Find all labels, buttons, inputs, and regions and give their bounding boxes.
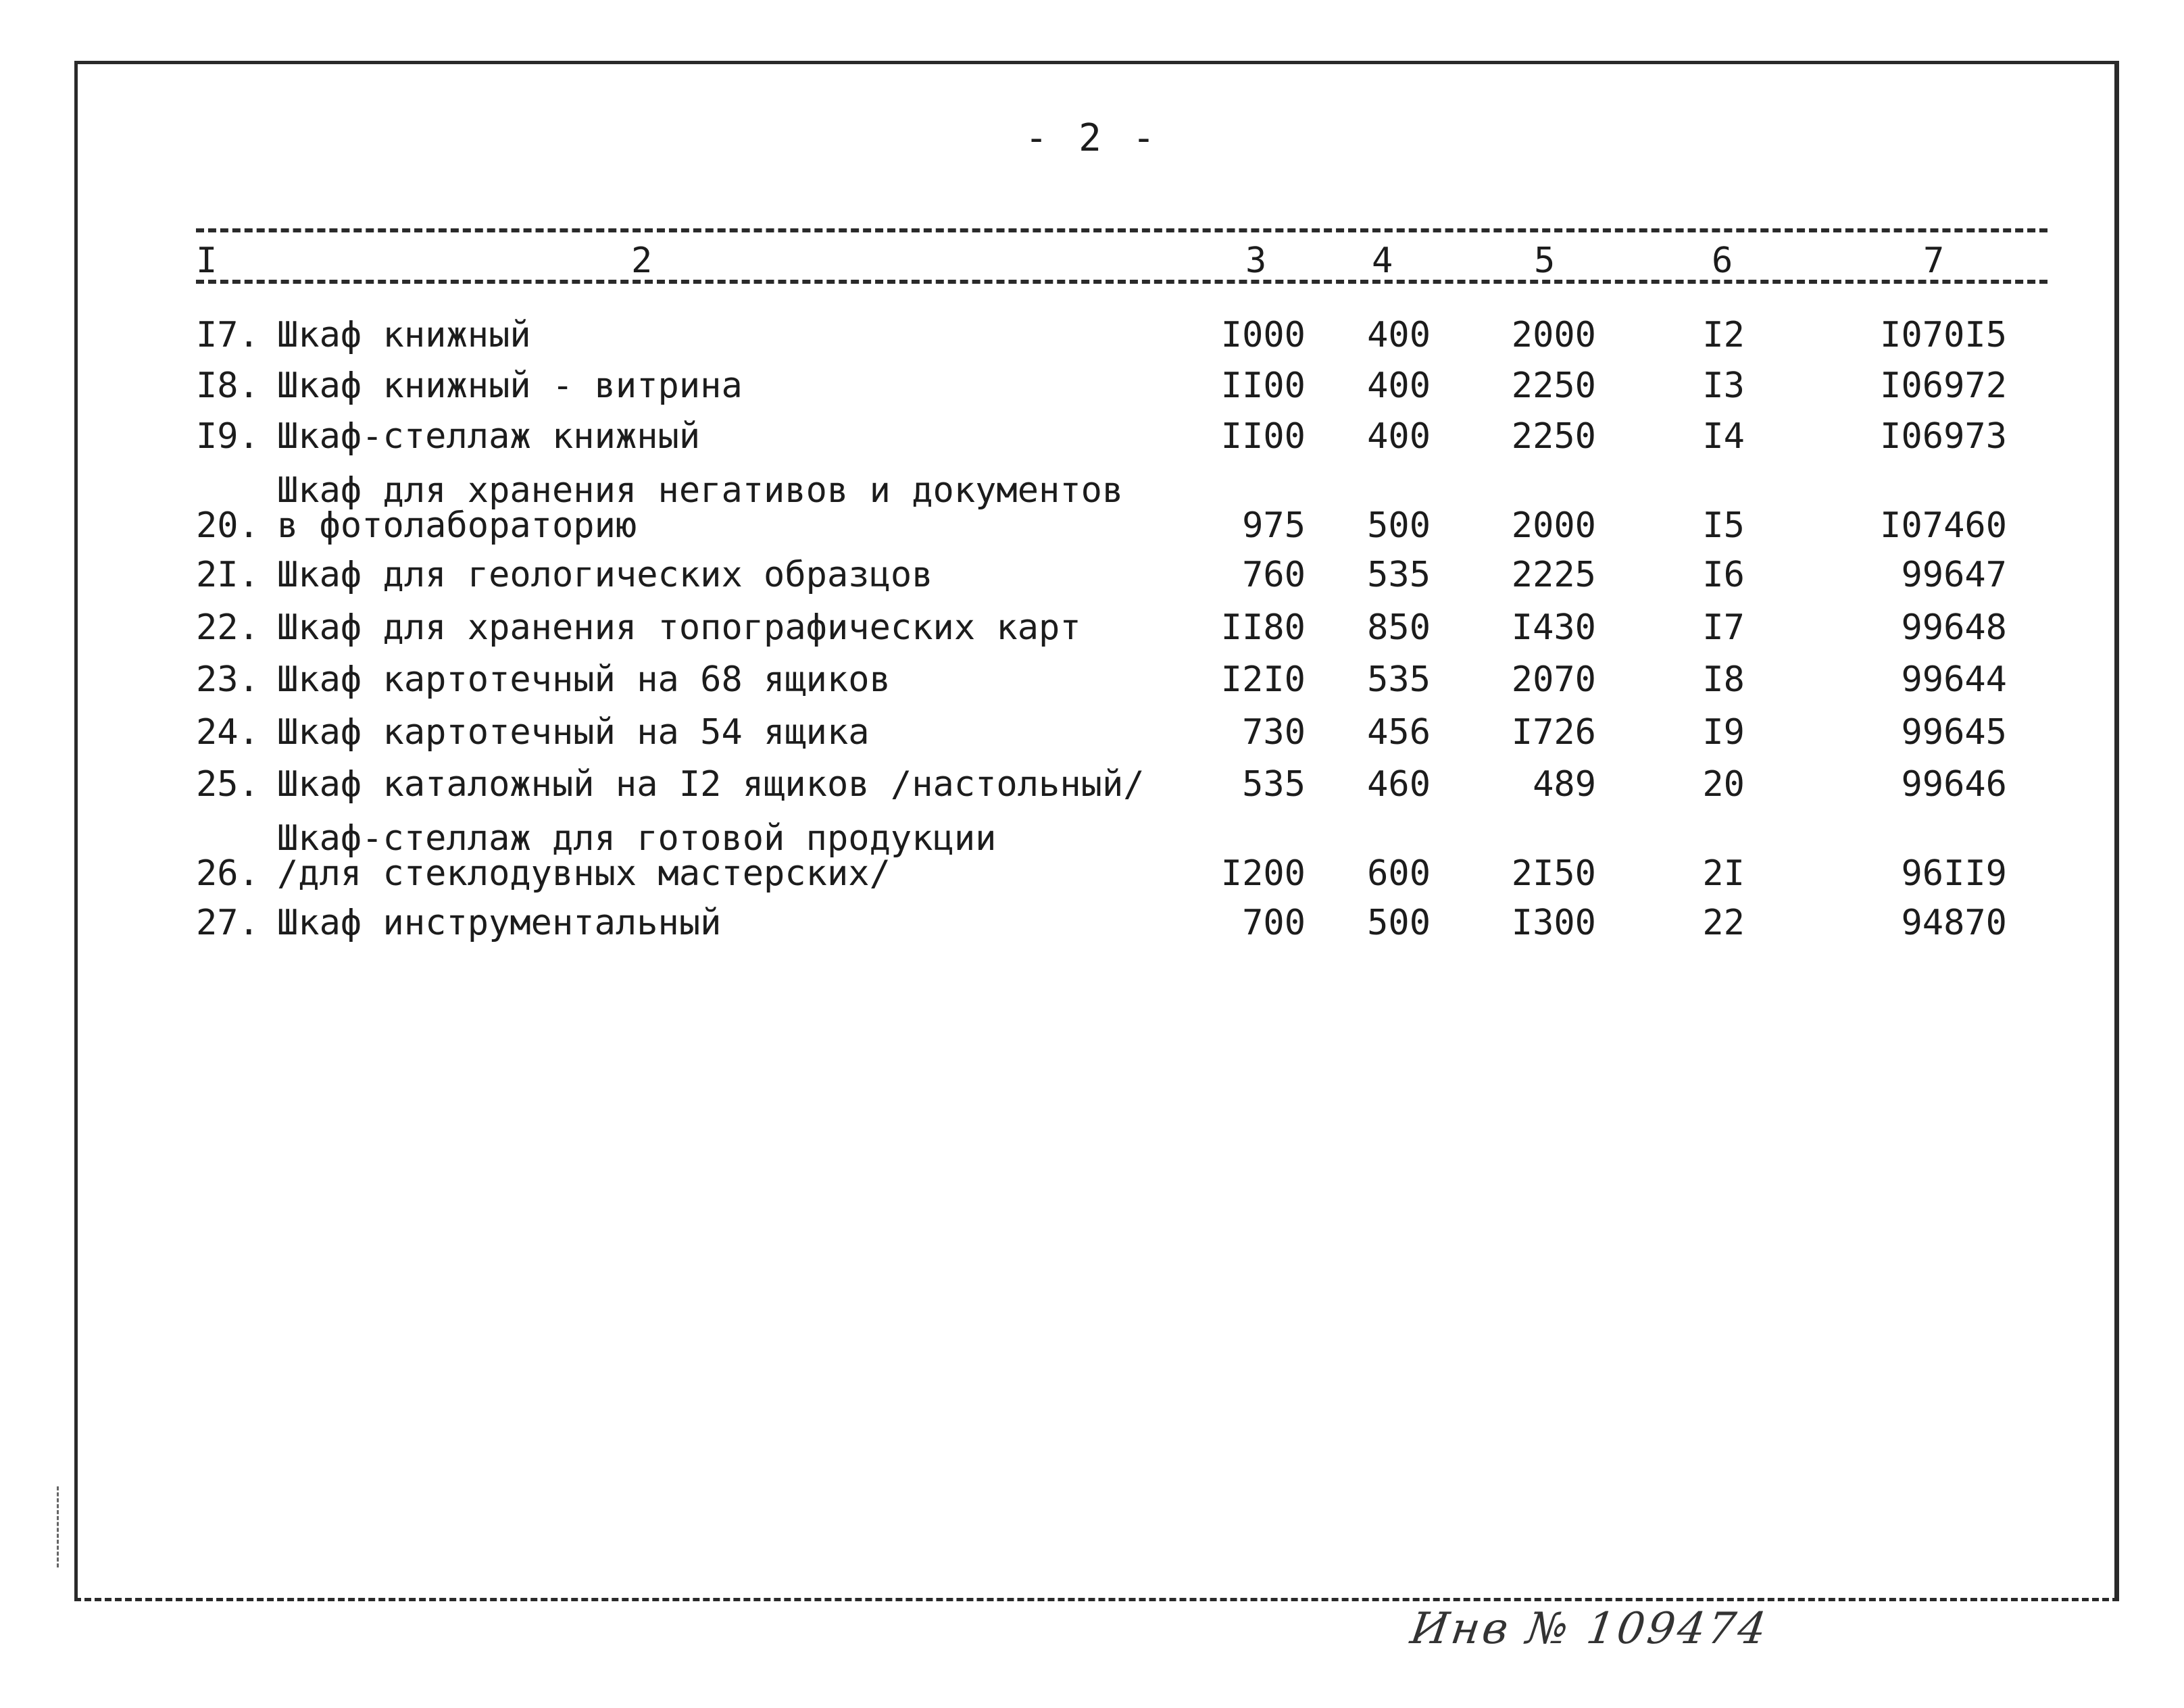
column-header-6: 6 bbox=[1712, 241, 1733, 281]
row-name-line: Шкаф для геологических образцов bbox=[277, 555, 933, 595]
cell-col-6: I5 bbox=[1702, 505, 1745, 546]
cell-col-4: 535 bbox=[1367, 555, 1431, 595]
row-name-line: Шкаф-стеллаж книжный bbox=[277, 416, 701, 457]
cell-col-5: 2000 bbox=[1511, 315, 1596, 355]
cell-col-6: I6 bbox=[1702, 555, 1745, 595]
cell-col-5: 2250 bbox=[1511, 416, 1596, 457]
row-number: 22. bbox=[196, 607, 259, 648]
cell-col-7: I06972 bbox=[1880, 366, 2007, 406]
cell-col-3: 760 bbox=[1242, 555, 1306, 595]
cell-col-5: 2000 bbox=[1511, 505, 1596, 546]
cell-col-7: 99648 bbox=[1901, 607, 2007, 648]
row-name-line: Шкаф для хранения топографических карт bbox=[277, 607, 1081, 648]
cell-col-6: 20 bbox=[1702, 764, 1745, 805]
cell-col-6: I8 bbox=[1702, 659, 1745, 700]
cell-col-4: 500 bbox=[1367, 505, 1431, 546]
cell-col-6: I7 bbox=[1702, 607, 1745, 648]
cell-col-5: 2I50 bbox=[1511, 853, 1596, 894]
table-top-rule bbox=[196, 228, 2048, 232]
row-number: I8. bbox=[196, 366, 259, 406]
cell-col-3: 535 bbox=[1242, 764, 1306, 805]
cell-col-4: 456 bbox=[1367, 712, 1431, 753]
cell-col-7: 96II9 bbox=[1901, 853, 2007, 894]
page-number: - 2 - bbox=[1024, 116, 1160, 160]
row-name-line: Шкаф книжный bbox=[277, 315, 531, 355]
cell-col-6: I4 bbox=[1702, 416, 1745, 457]
cell-col-4: 535 bbox=[1367, 659, 1431, 700]
row-number: 2I. bbox=[196, 555, 259, 595]
column-header-5: 5 bbox=[1534, 241, 1556, 281]
row-name-line: Шкаф картотечный на 68 ящиков bbox=[277, 659, 891, 700]
row-name-line: Шкаф для хранения негативов и документов bbox=[277, 470, 1124, 511]
row-number: 26. bbox=[196, 853, 259, 894]
row-number: 27. bbox=[196, 903, 259, 943]
row-name-line: Шкаф каталожный на I2 ящиков /настольный/ bbox=[277, 764, 1145, 805]
cell-col-3: 700 bbox=[1242, 903, 1306, 943]
cell-col-3: II00 bbox=[1220, 366, 1306, 406]
cell-col-6: I3 bbox=[1702, 366, 1745, 406]
cell-col-5: I300 bbox=[1511, 903, 1596, 943]
cell-col-7: 99645 bbox=[1901, 712, 2007, 753]
cell-col-3: 975 bbox=[1242, 505, 1306, 546]
cell-col-7: 94870 bbox=[1901, 903, 2007, 943]
cell-col-4: 400 bbox=[1367, 366, 1431, 406]
cell-col-6: 22 bbox=[1702, 903, 1745, 943]
row-name-line: /для стеклодувных мастерских/ bbox=[277, 853, 891, 894]
row-number: 24. bbox=[196, 712, 259, 753]
cell-col-7: 99646 bbox=[1901, 764, 2007, 805]
cell-col-5: 2225 bbox=[1511, 555, 1596, 595]
cell-col-6: I9 bbox=[1702, 712, 1745, 753]
cell-col-4: 500 bbox=[1367, 903, 1431, 943]
row-name-line: Шкаф-стеллаж для готовой продукции bbox=[277, 818, 997, 859]
cell-col-3: I000 bbox=[1220, 315, 1306, 355]
cell-col-3: II00 bbox=[1220, 416, 1306, 457]
cell-col-5: I726 bbox=[1511, 712, 1596, 753]
column-header-7: 7 bbox=[1923, 241, 1945, 281]
cell-col-5: 2250 bbox=[1511, 366, 1596, 406]
row-number: 23. bbox=[196, 659, 259, 700]
cell-col-4: 460 bbox=[1367, 764, 1431, 805]
cell-col-3: 730 bbox=[1242, 712, 1306, 753]
row-name-line: в фотолабораторию bbox=[277, 505, 637, 546]
row-number: 25. bbox=[196, 764, 259, 805]
cell-col-4: 600 bbox=[1367, 853, 1431, 894]
row-name-line: Шкаф книжный - витрина bbox=[277, 366, 743, 406]
cell-col-7: 99644 bbox=[1901, 659, 2007, 700]
row-number: I9. bbox=[196, 416, 259, 457]
cell-col-3: II80 bbox=[1220, 607, 1306, 648]
margin-mark bbox=[57, 1486, 72, 1567]
cell-col-3: I2I0 bbox=[1220, 659, 1306, 700]
cell-col-7: I07460 bbox=[1880, 505, 2007, 546]
cell-col-6: 2I bbox=[1702, 853, 1745, 894]
cell-col-4: 850 bbox=[1367, 607, 1431, 648]
cell-col-6: I2 bbox=[1702, 315, 1745, 355]
cell-col-4: 400 bbox=[1367, 416, 1431, 457]
cell-col-5: I430 bbox=[1511, 607, 1596, 648]
row-number: I7. bbox=[196, 315, 259, 355]
row-name-line: Шкаф картотечный на 54 ящика bbox=[277, 712, 870, 753]
cell-col-3: I200 bbox=[1220, 853, 1306, 894]
column-header-3: 3 bbox=[1245, 241, 1267, 281]
column-header-2: 2 bbox=[631, 241, 653, 281]
table-header-rule bbox=[196, 280, 2048, 284]
cell-col-5: 489 bbox=[1533, 764, 1596, 805]
cell-col-7: I06973 bbox=[1880, 416, 2007, 457]
cell-col-7: I070I5 bbox=[1880, 315, 2007, 355]
cell-col-5: 2070 bbox=[1511, 659, 1596, 700]
cell-col-7: 99647 bbox=[1901, 555, 2007, 595]
inventory-note: Инв № 109474 bbox=[1407, 1604, 1772, 1654]
row-number: 20. bbox=[196, 505, 259, 546]
column-header-4: 4 bbox=[1372, 241, 1393, 281]
column-header-1: I bbox=[196, 241, 218, 281]
row-name-line: Шкаф инструментальный bbox=[277, 903, 722, 943]
cell-col-4: 400 bbox=[1367, 315, 1431, 355]
